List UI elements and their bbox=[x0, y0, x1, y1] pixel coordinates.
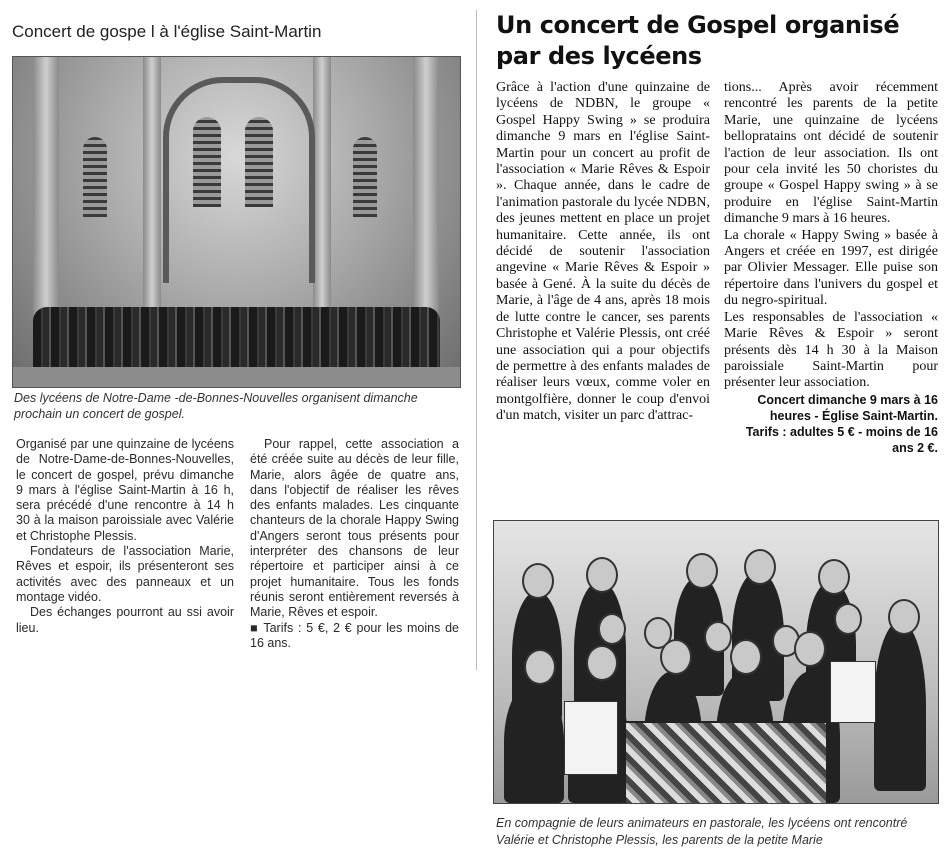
tarifs-info-line: Tarifs : adultes 5 € - moins de 16 ans 2 €. bbox=[745, 424, 938, 455]
right-article-column-2 bbox=[724, 80, 938, 456]
group-photo bbox=[493, 520, 939, 804]
left-article-column-2 bbox=[250, 437, 459, 651]
right-col1-text: Grâce à l'action d'une quinzaine de lycéens de NDBN, le groupe « Gospel Happy Swing » se produira dimanche 9 mars en l'église Saint-Martin pour un concert au profit de l'association « Marie Rêves & Espoir ». Chaque année, dans le cadre de l'animation pastorale du lycée NDBN, des jeunes mettent en place un projet humanitaire. Cette année, ils ont décidé de soutenir l'association angevine « Marie Rêves & Espoir » basée à Gené. À la suite du décès de Marie, à l'âge de 4 ans, après 18 mois de lutte contre le cancer, ses parents Christophe et Valérie Plessis, ont créé une association qui a pour objectifs de permettre à des enfants malades de réaliser leurs vœux, comme voler en montgolfière, donner le coup d'envoi d'un match, visiter un parc d'attrac- bbox=[496, 80, 710, 424]
left-col2-tarifs: ■ Tarifs : 5 €, 2 € pour les moins de 16 ans. bbox=[250, 620, 459, 650]
right-article-column-1 bbox=[496, 80, 710, 425]
right-photo-caption: En compagnie de leurs animateurs en pastorale, les lycéens ont rencontré Valérie et Christophe Plessis, les parents de la petite Marie bbox=[496, 816, 908, 847]
right-col2-paragraph: La chorale « Happy Swing » basée à Angers et créée en 1997, est dirigée par Olivier Messager. Elle puise son répertoire dans l'univers du gospel et du negro-spiritual. bbox=[724, 227, 938, 309]
column-divider bbox=[476, 10, 477, 670]
left-col1-paragraph: Des échanges pourront au ssi avoir lieu. bbox=[16, 605, 234, 635]
concert-info-line: Concert dimanche 9 mars à 16 heures - Église Saint-Martin. bbox=[757, 392, 938, 423]
left-headline: Concert de gospe l à l'église Saint-Martin bbox=[12, 22, 322, 41]
left-col1-paragraph: Organisé par une quinzaine de lycéens de Notre-Dame-de-Bonnes-Nouvelles, le concert de gospel, prévu dimanche 9 mars à l'église Saint-Martin à 16 h, sera précédé d'une rencontre à 14 h 30 à la maison paroissiale avec Valérie et Christophe Plessis. bbox=[16, 437, 234, 543]
left-col2-paragraph: Pour rappel, cette association a été créée suite au décès de leur fille, Marie, alors âgée de quatre ans, dans l'objectif de réaliser les rêves des enfants malades. Les cinquante chanteurs de la chorale Happy Swing d'Angers seront tous présents pour interpréter des chansons de leur répertoire et participer ainsi à ce projet humanitaire. Tous les fonds réunis seront entièrement reversés à Marie, Rêves et espoir. bbox=[250, 437, 459, 620]
right-headline: Un concert de Gospel organisé par des lycéens bbox=[496, 11, 900, 70]
left-col1-paragraph: Fondateurs de l'association Marie, Rêves et espoir, ils présenteront ses activités avec des panneaux et un montage vidéo. bbox=[16, 544, 234, 604]
right-col2-paragraph: tions... Après avoir récemment rencontré les parents de la petite Marie, une quinzaine de lycéens bellopratains ont décidé de soutenir l'action de leur association. Ils ont pour cela invité les 50 choristes du groupe « Gospel Happy swing » à se produire en l'église Saint-Martin dimanche 9 mars à 16 heures. bbox=[724, 80, 938, 227]
left-article-column-1 bbox=[16, 437, 234, 636]
left-photo-caption: Des lycéens de Notre-Dame -de-Bonnes-Nouvelles organisent dimanche prochain un concert de gospel. bbox=[14, 391, 418, 421]
right-col2-paragraph: Les responsables de l'association « Marie Rêves & Espoir » seront présents dès 14 h 30 à la Maison paroissiale Saint-Martin pour présenter leur association. bbox=[724, 309, 938, 391]
church-choir-photo bbox=[12, 56, 461, 388]
